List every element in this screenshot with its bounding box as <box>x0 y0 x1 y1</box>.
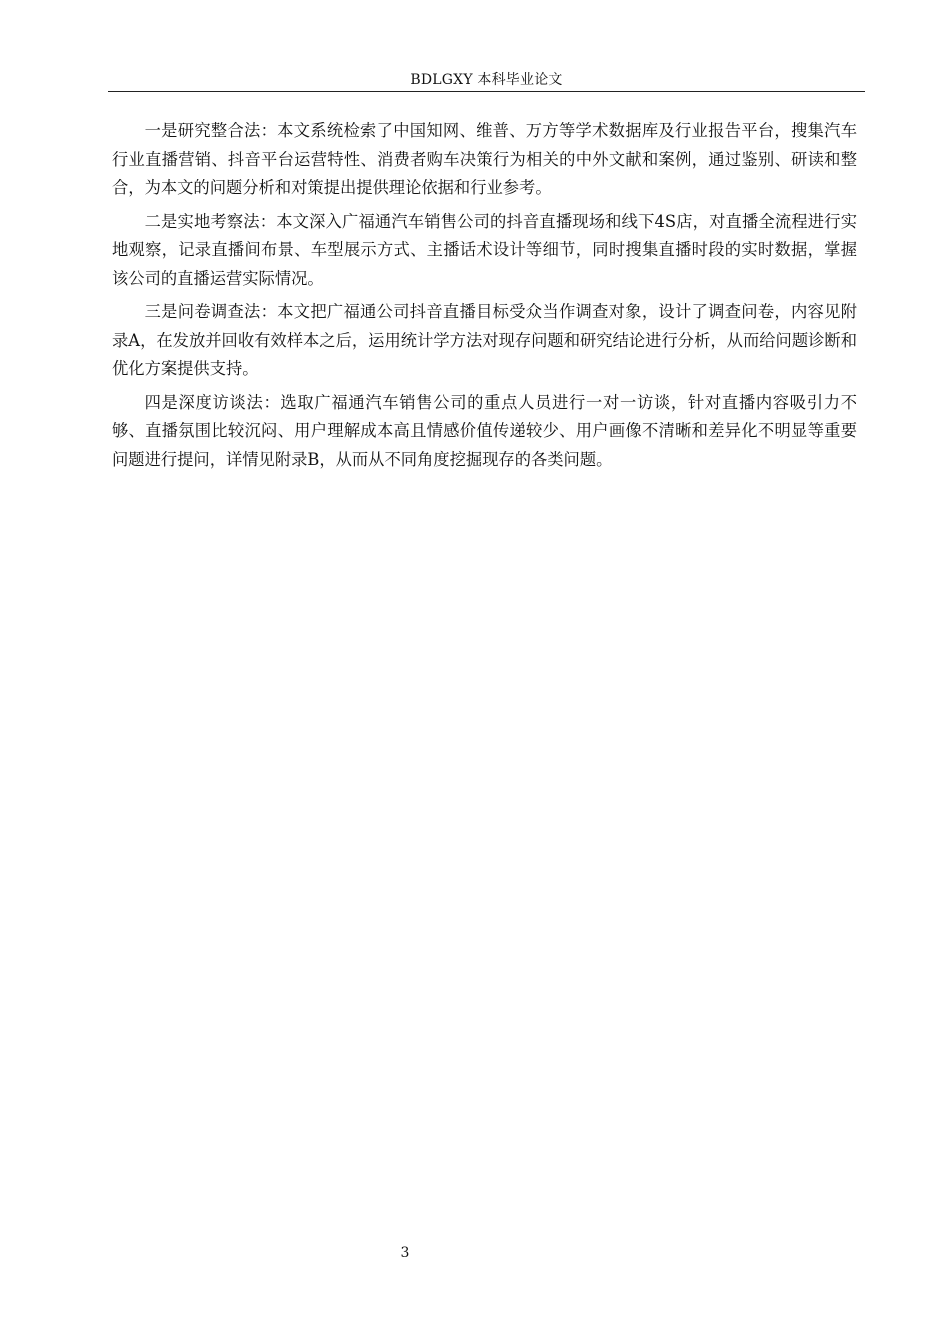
paragraph-in-depth-interview: 四是深度访谈法：选取广福通汽车销售公司的重点人员进行一对一访谈，针对直播内容吸引力不够、直播氛围比较沉闷、用户理解成本高且情感价值传递较少、用户画像不清晰和差异化不明显等重要问题进行提问，详情见附录B，从而从不同角度挖掘现存的各类问题。 <box>112 392 857 469</box>
page-header: BDLGXY 本科毕业论文 <box>410 72 563 88</box>
paragraph-research-integration: 一是研究整合法：本文系统检索了中国知网、维普、万方等学术数据库及行业报告平台，搜集汽车行业直播营销、抖音平台运营特性、消费者购车决策行为相关的中外文献和案例，通过鉴别、研读和整合，为本文的问题分析和对策提出提供理论依据和行业参考。 <box>112 121 857 197</box>
paragraph-questionnaire-survey: 三是问卷调查法：本文把广福通公司抖音直播目标受众当作调查对象，设计了调查问卷，内容见附录A，在发放并回收有效样本之后，运用统计学方法对现存问题和研究结论进行分析，从而给问题诊断和优化方案提供支持。 <box>112 302 857 378</box>
header-divider <box>108 91 865 92</box>
body-text <box>112 117 857 479</box>
paragraph-field-investigation: 二是实地考察法：本文深入广福通汽车销售公司的抖音直播现场和线下4S店，对直播全流程进行实地观察，记录直播间布景、车型展示方式、主播话术设计等细节，同时搜集直播时段的实时数据，掌握该公司的直播运营实际情况。 <box>112 211 857 288</box>
page-number: 3 <box>400 1245 410 1261</box>
